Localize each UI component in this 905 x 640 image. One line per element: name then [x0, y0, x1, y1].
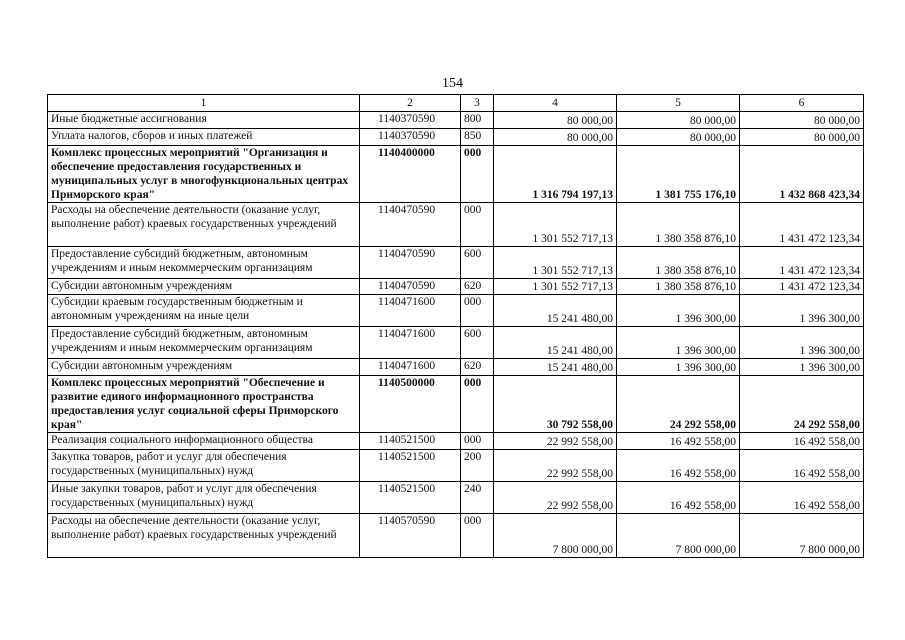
- row-name-cell: Комплекс процессных мероприятий "Организация и обеспечение предоставления государственных и муниципальных услуг в многофункциональных центрах Приморского края": [48, 146, 360, 203]
- amount-year3-cell: 24 292 558,00: [740, 376, 864, 433]
- amount-year1-cell: 1 301 552 717,13: [494, 247, 617, 279]
- amount-year2-cell: 80 000,00: [617, 112, 740, 129]
- amount-year2-cell: 16 492 558,00: [617, 450, 740, 482]
- table-row: [48, 129, 864, 146]
- table-row: [48, 146, 864, 203]
- amount-year2-cell: 1 396 300,00: [617, 327, 740, 359]
- table-row: [48, 433, 864, 450]
- amount-year3-cell: 1 396 300,00: [740, 295, 864, 327]
- target-article-code-cell: 1140570590: [360, 514, 461, 558]
- expense-type-code-cell: 000: [461, 514, 494, 558]
- expense-type-code-cell: 800: [461, 112, 494, 129]
- amount-year2-cell: 1 396 300,00: [617, 359, 740, 376]
- amount-year2-cell: 1 380 358 876,10: [617, 203, 740, 247]
- amount-year1-cell: 15 241 480,00: [494, 295, 617, 327]
- target-article-code-cell: 1140470590: [360, 203, 461, 247]
- row-name-cell: Субсидии автономным учреждениям: [48, 359, 360, 376]
- target-article-code-cell: 1140471600: [360, 327, 461, 359]
- row-name-cell: Предоставление субсидий бюджетным, автономным учреждениям и иным некоммерческим организациям: [48, 247, 360, 279]
- table-row: [48, 112, 864, 129]
- amount-year2-cell: 16 492 558,00: [617, 482, 740, 514]
- amount-year3-cell: 80 000,00: [740, 129, 864, 146]
- row-name-cell: Реализация социального информационного общества: [48, 433, 360, 450]
- row-name-cell: Закупка товаров, работ и услуг для обеспечения государственных (муниципальных) нужд: [48, 450, 360, 482]
- amount-year3-cell: 1 396 300,00: [740, 327, 864, 359]
- amount-year2-cell: 7 800 000,00: [617, 514, 740, 558]
- target-article-code-cell: 1140521500: [360, 482, 461, 514]
- amount-year3-cell: 1 431 472 123,34: [740, 279, 864, 295]
- amount-year1-cell: 30 792 558,00: [494, 376, 617, 433]
- row-name-cell: Субсидии краевым государственным бюджетным и автономным учреждениям на иные цели: [48, 295, 360, 327]
- target-article-code-cell: 1140471600: [360, 359, 461, 376]
- table-row: [48, 482, 864, 514]
- amount-year3-cell: 1 396 300,00: [740, 359, 864, 376]
- table-row: [48, 376, 864, 433]
- row-name-cell: Иные закупки товаров, работ и услуг для обеспечения государственных (муниципальных) нужд: [48, 482, 360, 514]
- amount-year2-cell: 1 396 300,00: [617, 295, 740, 327]
- amount-year2-cell: 1 380 358 876,10: [617, 279, 740, 295]
- target-article-code-cell: 1140370590: [360, 129, 461, 146]
- expense-type-code-cell: 620: [461, 279, 494, 295]
- amount-year2-cell: 80 000,00: [617, 129, 740, 146]
- row-name-cell: Уплата налогов, сборов и иных платежей: [48, 129, 360, 146]
- amount-year1-cell: 22 992 558,00: [494, 482, 617, 514]
- target-article-code-cell: 1140521500: [360, 450, 461, 482]
- header-cell: 6: [740, 95, 864, 112]
- table-row: [48, 514, 864, 558]
- amount-year3-cell: 1 431 472 123,34: [740, 247, 864, 279]
- expense-type-code-cell: 000: [461, 203, 494, 247]
- amount-year3-cell: 7 800 000,00: [740, 514, 864, 558]
- header-cell: 5: [617, 95, 740, 112]
- row-name-cell: Расходы на обеспечение деятельности (оказание услуг, выполнение работ) краевых государственных учреждений: [48, 203, 360, 247]
- amount-year2-cell: 1 380 358 876,10: [617, 247, 740, 279]
- header-cell: 1: [48, 95, 360, 112]
- target-article-code-cell: 1140400000: [360, 146, 461, 203]
- expense-type-code-cell: 000: [461, 376, 494, 433]
- amount-year1-cell: 15 241 480,00: [494, 359, 617, 376]
- expense-type-code-cell: 200: [461, 450, 494, 482]
- amount-year3-cell: 16 492 558,00: [740, 482, 864, 514]
- amount-year1-cell: 15 241 480,00: [494, 327, 617, 359]
- expense-type-code-cell: 000: [461, 295, 494, 327]
- row-name-cell: Иные бюджетные ассигнования: [48, 112, 360, 129]
- target-article-code-cell: 1140470590: [360, 247, 461, 279]
- amount-year1-cell: 22 992 558,00: [494, 433, 617, 450]
- amount-year1-cell: 80 000,00: [494, 112, 617, 129]
- row-name-cell: Предоставление субсидий бюджетным, автономным учреждениям и иным некоммерческим организациям: [48, 327, 360, 359]
- table-row: [48, 450, 864, 482]
- table-row: [48, 327, 864, 359]
- table-row: [48, 247, 864, 279]
- target-article-code-cell: 1140521500: [360, 433, 461, 450]
- amount-year3-cell: 1 432 868 423,34: [740, 146, 864, 203]
- header-cell: 2: [360, 95, 461, 112]
- row-name-cell: Субсидии автономным учреждениям: [48, 279, 360, 295]
- amount-year3-cell: 16 492 558,00: [740, 433, 864, 450]
- expense-type-code-cell: 600: [461, 247, 494, 279]
- table-row: [48, 359, 864, 376]
- amount-year2-cell: 1 381 755 176,10: [617, 146, 740, 203]
- header-cell: 4: [494, 95, 617, 112]
- amount-year2-cell: 24 292 558,00: [617, 376, 740, 433]
- expense-type-code-cell: 000: [461, 146, 494, 203]
- expense-type-code-cell: 600: [461, 327, 494, 359]
- table-header-row: [48, 95, 864, 112]
- target-article-code-cell: 1140471600: [360, 295, 461, 327]
- table-row: [48, 279, 864, 295]
- amount-year1-cell: 1 301 552 717,13: [494, 203, 617, 247]
- amount-year1-cell: 22 992 558,00: [494, 450, 617, 482]
- budget-table: [47, 94, 864, 558]
- amount-year3-cell: 80 000,00: [740, 112, 864, 129]
- amount-year1-cell: 1 316 794 197,13: [494, 146, 617, 203]
- header-cell: 3: [461, 95, 494, 112]
- amount-year3-cell: 16 492 558,00: [740, 450, 864, 482]
- table-row: [48, 295, 864, 327]
- expense-type-code-cell: 620: [461, 359, 494, 376]
- target-article-code-cell: 1140500000: [360, 376, 461, 433]
- expense-type-code-cell: 240: [461, 482, 494, 514]
- amount-year1-cell: 1 301 552 717,13: [494, 279, 617, 295]
- expense-type-code-cell: 000: [461, 433, 494, 450]
- target-article-code-cell: 1140370590: [360, 112, 461, 129]
- amount-year3-cell: 1 431 472 123,34: [740, 203, 864, 247]
- table-row: [48, 203, 864, 247]
- row-name-cell: Комплекс процессных мероприятий "Обеспечение и развитие единого информационного пространства предоставления услуг социальной сферы Приморского края": [48, 376, 360, 433]
- target-article-code-cell: 1140470590: [360, 279, 461, 295]
- page-number: 154: [442, 76, 463, 91]
- amount-year2-cell: 16 492 558,00: [617, 433, 740, 450]
- row-name-cell: Расходы на обеспечение деятельности (оказание услуг, выполнение работ) краевых государственных учреждений: [48, 514, 360, 558]
- amount-year1-cell: 80 000,00: [494, 129, 617, 146]
- amount-year1-cell: 7 800 000,00: [494, 514, 617, 558]
- expense-type-code-cell: 850: [461, 129, 494, 146]
